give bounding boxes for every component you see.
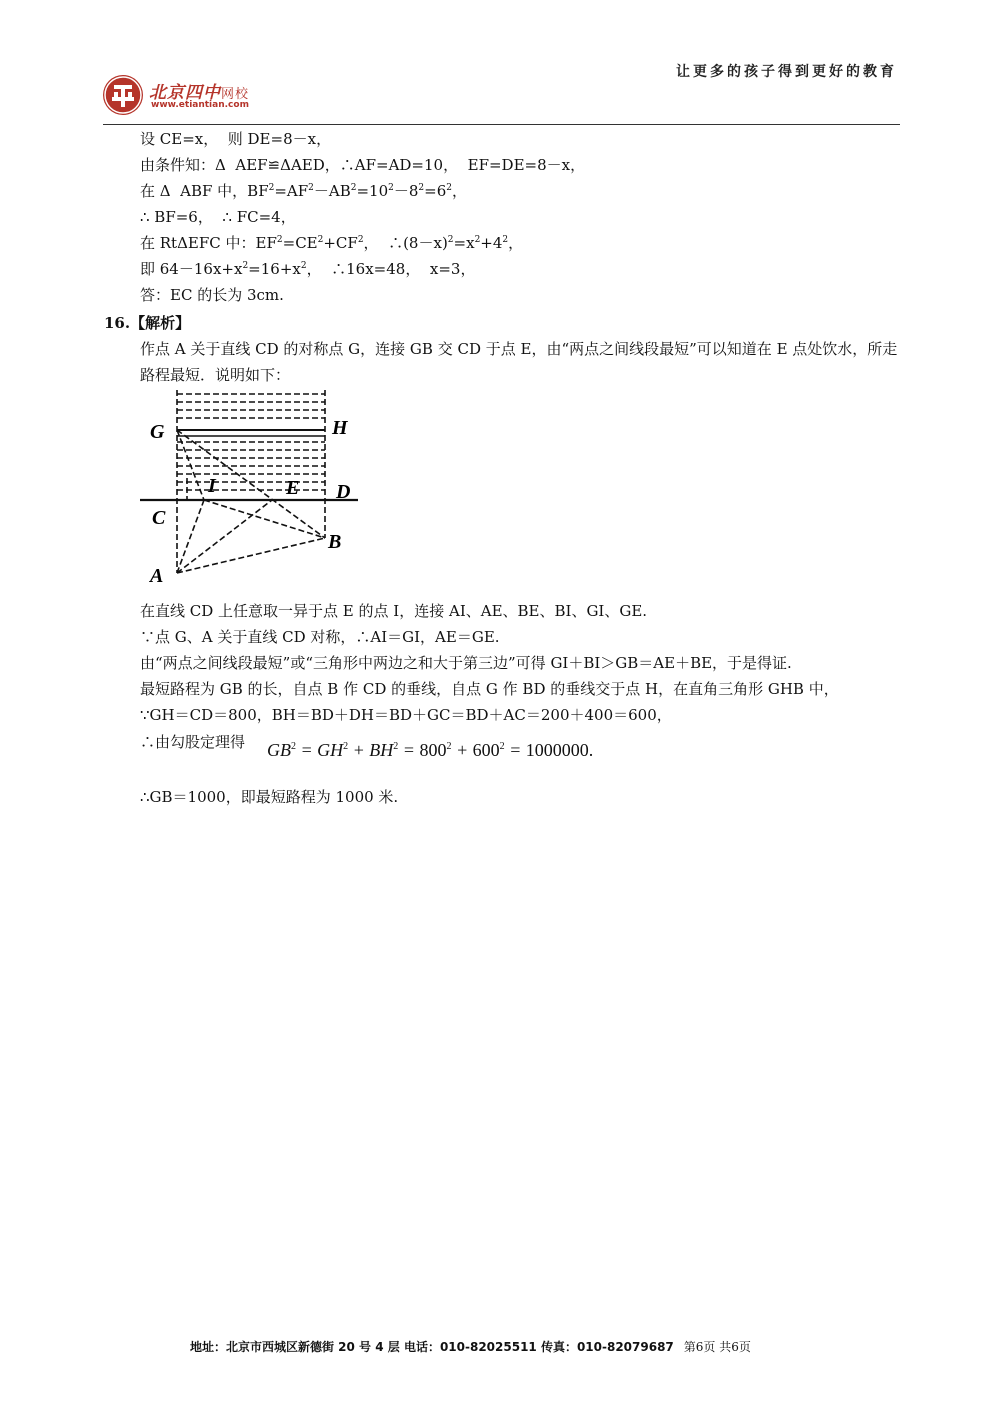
explain-line-4: 最短路程为 GB 的长，自点 B 作 CD 的垂线，自点 G 作 BD 的垂线交于点 H，在直角三角形 GHB 中，: [140, 680, 839, 698]
explain-line-2: ∵点 G、A 关于直线 CD 对称，∴AI＝GI，AE＝GE.: [140, 628, 500, 646]
label-g: G: [150, 421, 165, 443]
solution-line-7: 答：EC 的长为 3cm.: [140, 286, 284, 304]
q16-intro: 作点 A 关于直线 CD 的对称点 G，连接 GB 交 CD 于点 E，由“两点之间线段最短”可以知道在 E 点处饮水，所走路程最短．说明如下：: [140, 340, 898, 384]
label-c: C: [152, 507, 166, 529]
solution-line-3: 在 Δ ABF 中，$BF^2=AF^2-AB^2=10^2-8^2=6^2$，: [140, 182, 468, 200]
label-i: I: [208, 475, 216, 497]
q16-heading: 16.【解析】: [104, 314, 191, 332]
label-a: A: [150, 565, 164, 587]
label-d: D: [336, 481, 351, 503]
logo-emblem-icon: [103, 75, 143, 115]
solution-line-5: 在 RtΔEFC 中：$EF^2=CE^2+CF^2$， $\therefore(8-x)^2=x^2+4^2$，: [140, 234, 524, 252]
logo-url: www.etiantian.com: [151, 100, 249, 110]
solution-line-2: 由条件知：Δ AEF≌ΔAED，∴AF=AD=10， EF=DE=8－x，: [140, 156, 586, 174]
logo-name: 北京四中网校: [149, 83, 250, 103]
conclusion: ∴GB＝1000，即最短路程为 1000 米.: [140, 788, 399, 806]
footer: [190, 1338, 751, 1355]
footer-page: 第6页 共6页: [683, 1340, 751, 1354]
explain-line-3: 由“两点之间线段最短”或“三角形中两边之和大于第三边”可得 GI＋BI＞GB＝AE＋BE，于是得证.: [140, 654, 792, 672]
logo: [103, 75, 303, 120]
footer-address: 地址：北京市西城区新德街 20 号 4 层 电话：010-82025511 传真：010-82079687: [190, 1340, 674, 1354]
geometry-figure: [140, 388, 380, 588]
explain-line-5: ∵GH＝CD＝800，BH＝BD＋DH＝BD＋GC＝BD＋AC＝200＋400＝600，: [140, 706, 672, 724]
header-divider: [103, 124, 900, 125]
label-b: B: [328, 531, 342, 553]
solution-line-6: 即 $64-16x+x^2=16+x^2$， ∴16x=48， x=3，: [140, 260, 476, 278]
label-h: H: [332, 417, 348, 439]
pythag-prefix: ∴由勾股定理得: [140, 733, 246, 751]
explain-line-1: 在直线 CD 上任意取一异于点 E 的点 I，连接 AI、AE、BE、BI、GI、GE.: [140, 602, 648, 620]
solution-line-1: 设 CE=x， 则 DE=8－x，: [140, 130, 332, 148]
solution-line-4: ∴ BF=6， ∴ FC=4，: [140, 208, 296, 226]
pythag-formula: $GB^2 = GH^2 + BH^2 = 800^2 + 600^2 = 1000000$.: [267, 740, 594, 760]
label-e: E: [286, 477, 300, 499]
header-slogan: 让更多的孩子得到更好的教育: [676, 64, 897, 80]
